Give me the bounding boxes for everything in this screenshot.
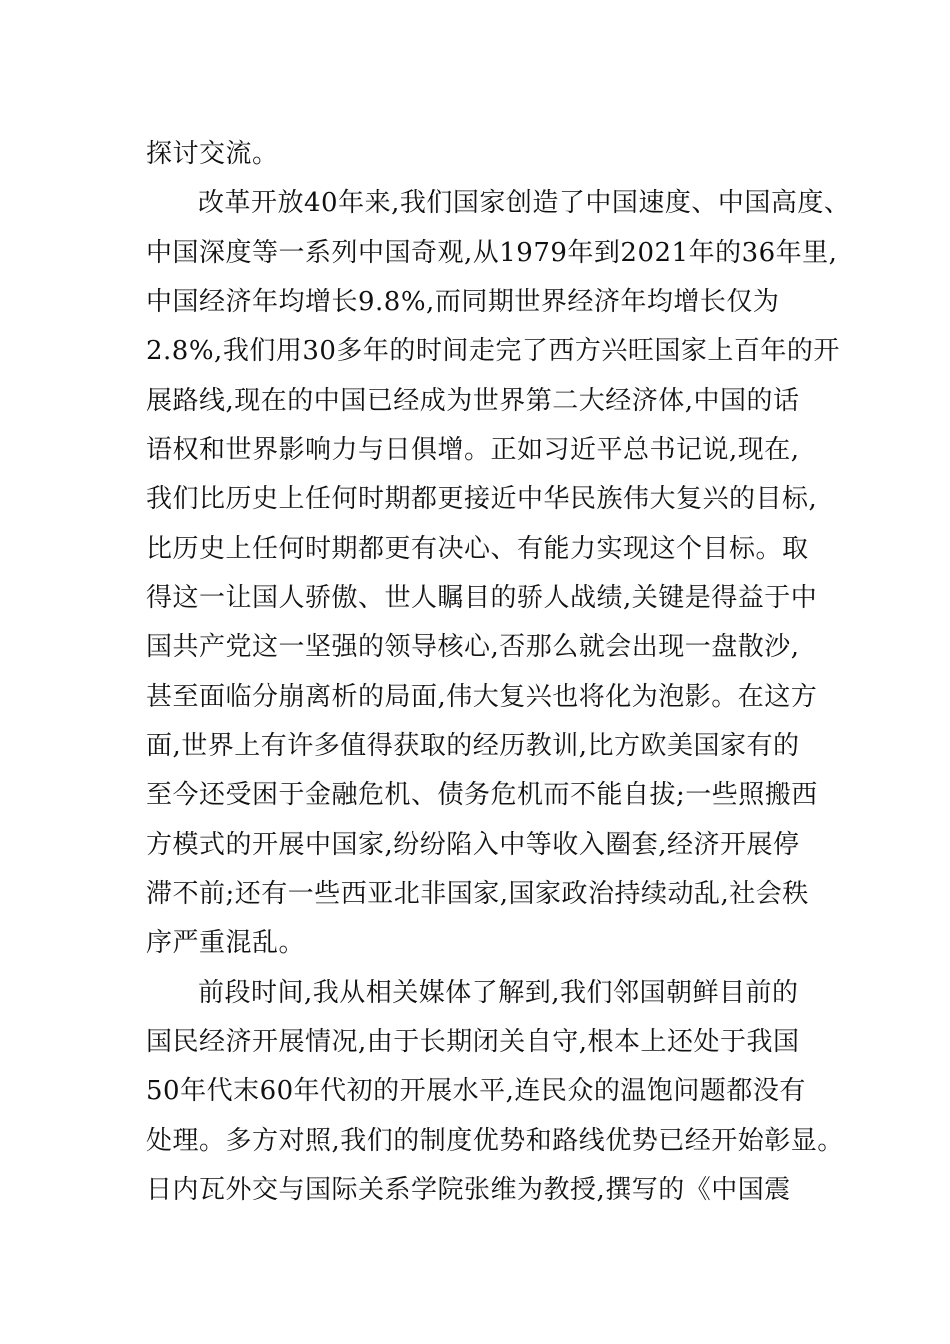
text-line: 50年代末60年代初的开展水平,连民众的温饱问题都没有 [146, 1076, 806, 1106]
text-line: 处理。多方对照,我们的制度优势和路线优势已经开始彰显。 [146, 1126, 844, 1156]
text-line: 面,世界上有许多值得获取的经历教训,比方欧美国家有的 [146, 731, 800, 761]
text-line: 甚至面临分崩离析的局面,伟大复兴也将化为泡影。在这方 [146, 682, 818, 712]
text-line: 比历史上任何时期都更有决心、有能力实现这个目标。取 [146, 534, 809, 564]
text-line: 国共产党这一坚强的领导核心,否那么就会出现一盘散沙, [146, 632, 800, 662]
text-line: 得这一让国人骄傲、世人瞩目的骄人战绩,关键是得益于中 [146, 583, 818, 613]
text-line: 中国深度等一系列中国奇观,从1979年到2021年的36年里, [146, 238, 838, 268]
text-line: 探讨交流。 [146, 139, 279, 169]
text-line: 滞不前;还有一些西亚北非国家,国家政治持续动乱,社会秩 [146, 879, 809, 909]
text-line: 方模式的开展中国家,纷纷陷入中等收入圈套,经济开展停 [146, 830, 800, 860]
text-line: 至今还受困于金融危机、债务危机而不能自拔;一些照搬西 [146, 780, 818, 810]
text-line: 展路线,现在的中国已经成为世界第二大经济体,中国的话 [146, 386, 800, 416]
text-line: 序严重混乱。 [146, 928, 306, 958]
text-line: 国民经济开展情况,由于长期闭关自守,根本上还处于我国 [146, 1027, 800, 1057]
text-line: 2.8%,我们用30多年的时间走完了西方兴旺国家上百年的开 [146, 336, 840, 366]
paragraph-start: 前段时间,我从相关媒体了解到,我们邻国朝鲜目前的 [198, 978, 799, 1008]
text-line: 中国经济年均增长9.8%,而同期世界经济年均增长仅为 [146, 287, 780, 317]
text-line: 我们比历史上任何时期都更接近中华民族伟大复兴的目标, [146, 484, 818, 514]
text-line: 语权和世界影响力与日俱增。正如习近平总书记说,现在, [146, 435, 800, 465]
paragraph-start: 改革开放40年来,我们国家创造了中国速度、中国高度、 [198, 188, 851, 218]
text-line: 日内瓦外交与国际关系学院张维为教授,撰写的《中国震 [146, 1175, 791, 1205]
